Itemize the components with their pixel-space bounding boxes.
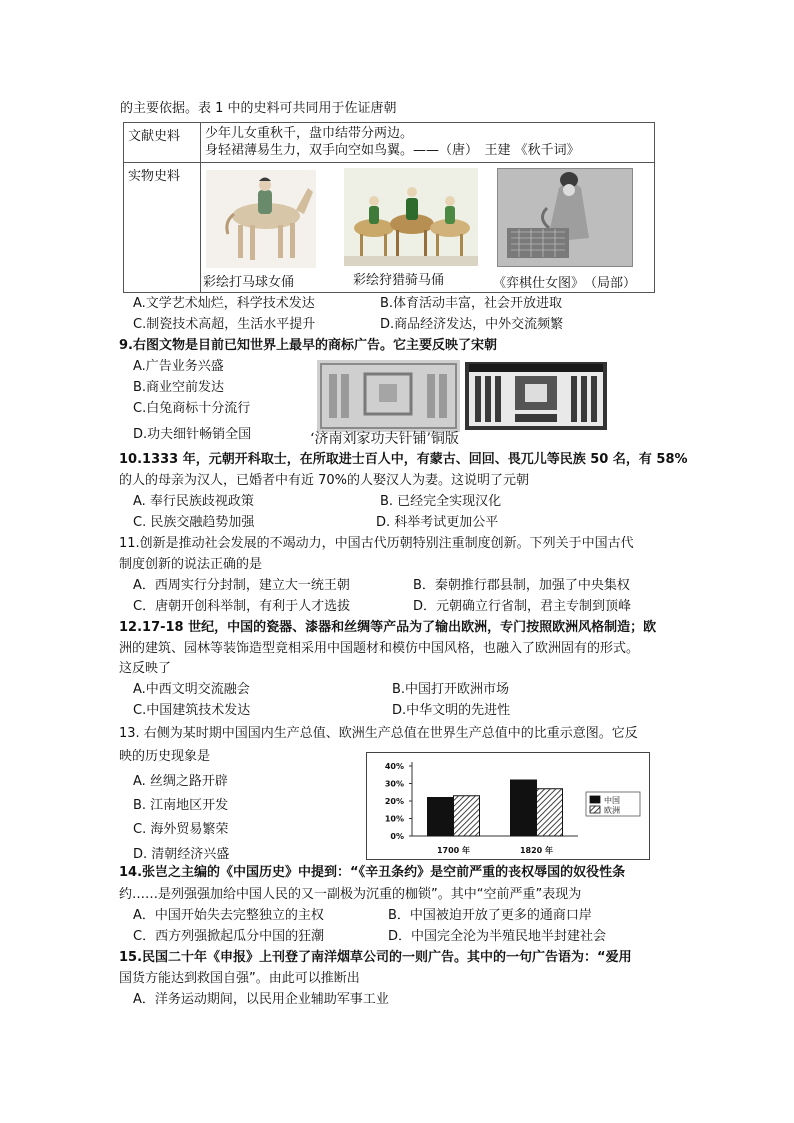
intro-text: 的主要依据。表 1 中的史料可共同用于佐证唐朝 bbox=[120, 101, 397, 116]
q15-stem-line-1: 15.民国二十年《申报》上刊登了南洋烟草公司的一则广告。其中的一句广告语为：“爱用 bbox=[119, 950, 632, 965]
legend-swatch bbox=[590, 806, 600, 813]
bar-china bbox=[428, 798, 454, 837]
bronze-plate-rubbing-image bbox=[317, 360, 460, 432]
polo-figurine-image bbox=[206, 170, 316, 268]
weiqi-painting-image bbox=[497, 168, 633, 267]
table-row-label: 文献史料 bbox=[124, 123, 201, 163]
q11-stem-line-2: 制度创新的说法正确的是 bbox=[119, 557, 263, 572]
q12-option-d: D.中华文明的先进性 bbox=[392, 703, 511, 718]
q10-option-d: D. 科举考试更加公平 bbox=[376, 515, 499, 530]
q9-option-a: A.广告业务兴盛 bbox=[133, 359, 224, 374]
q11-option-c: C．唐朝开创科举制，有利于人才选拔 bbox=[133, 599, 351, 614]
q10-stem-line-1: 10.1333 年，元朝开科取士，在所取进士百人中，有蒙古、回回、畏兀儿等民族 50 名，有 58% bbox=[119, 452, 688, 467]
q11-stem-line-1: 11.创新是推动社会发展的不竭动力，中国古代历朝特别注重制度创新。下列关于中国古代 bbox=[119, 536, 634, 551]
y-tick-label: 40% bbox=[384, 762, 404, 771]
figurine-caption-2: 彩绘狩猎骑马俑 bbox=[353, 273, 445, 288]
legend-label: 中国 bbox=[604, 796, 620, 805]
x-tick-label: 1700 年 bbox=[436, 846, 471, 855]
q12-option-a: A.中西文明交流融会 bbox=[133, 682, 250, 697]
q15-stem-line-2: 国货方能达到救国自强”。由此可以推断出 bbox=[119, 971, 360, 986]
literary-source-cell bbox=[201, 123, 655, 163]
q10-stem-line-2: 的人的母亲为汉人，已婚者中有近 70%的人娶汉人为妻。这说明了元朝 bbox=[119, 473, 530, 488]
painting-caption: 《弈棋仕女图》 （局部） bbox=[493, 276, 637, 291]
poem-line-1: 少年儿女重秋千，盘巾结带分两边。 bbox=[205, 126, 414, 141]
q11-option-d: D．元朝确立行省制，君主专制到顶峰 bbox=[413, 599, 632, 614]
q14-option-c: C．西方列强掀起瓜分中国的狂潮 bbox=[133, 929, 325, 944]
bar-europe bbox=[537, 789, 563, 836]
legend-label: 欧洲 bbox=[604, 806, 620, 815]
q8-option-b: B.体育活动丰富，社会开放进取 bbox=[380, 296, 563, 311]
q12-option-c: C.中国建筑技术发达 bbox=[133, 703, 251, 718]
q9-option-c: C.白兔商标十分流行 bbox=[133, 401, 251, 416]
q14-stem-line-2: 约……是列强强加给中国人民的又一副极为沉重的枷锁”。其中“空前严重”表现为 bbox=[119, 887, 582, 902]
x-tick-label: 1820 年 bbox=[519, 846, 554, 855]
bronze-plate-print-image bbox=[463, 360, 609, 432]
y-tick-label: 0% bbox=[390, 832, 404, 841]
q8-option-c: C.制瓷技术高超，生活水平提升 bbox=[133, 317, 316, 332]
y-tick-label: 10% bbox=[384, 814, 404, 824]
bar-europe bbox=[454, 796, 480, 836]
q14-stem-line-1: 14.张岂之主编的《中国历史》中提到：“《辛丑条约》是空前严重的丧权辱国的奴役性条 bbox=[119, 865, 626, 880]
q9-option-d: D.功夫细针畅销全国 bbox=[133, 427, 252, 442]
q13-option-a: A. 丝绸之路开辟 bbox=[133, 774, 228, 789]
legend-swatch bbox=[590, 796, 600, 803]
gdp-share-chart-svg bbox=[366, 752, 650, 860]
q12-option-b: B.中国打开欧洲市场 bbox=[392, 682, 510, 697]
figurine-caption-1: 彩绘打马球女俑 bbox=[203, 275, 295, 290]
q13-stem-line-1: 13. 右侧为某时期中国国内生产总值、欧洲生产总值在世界生产总值中的比重示意图。它反 bbox=[119, 726, 638, 741]
q12-stem-line-3: 这反映了 bbox=[119, 661, 172, 676]
q10-option-c: C. 民族交融趋势加强 bbox=[133, 515, 255, 530]
q9-stem: 9.右图文物是目前已知世界上最早的商标广告。它主要反映了宋朝 bbox=[119, 338, 497, 353]
y-tick-label: 20% bbox=[384, 797, 404, 806]
table-row-label: 实物史料 bbox=[124, 163, 201, 293]
q10-option-a: A. 奉行民族歧视政策 bbox=[133, 494, 254, 509]
q14-option-a: A．中国开始失去完整独立的主权 bbox=[133, 908, 324, 923]
hunting-riders-image bbox=[344, 168, 478, 266]
q10-option-b: B. 已经完全实现汉化 bbox=[380, 494, 502, 509]
gdp-share-chart bbox=[366, 752, 650, 860]
y-tick-label: 30% bbox=[384, 779, 404, 789]
q8-option-d: D.商品经济发达，中外交流频繁 bbox=[380, 317, 564, 332]
q15-option-a: A．洋务运动期间，以民用企业辅助军事工业 bbox=[133, 992, 389, 1007]
q9-option-b: B.商业空前发达 bbox=[133, 380, 225, 395]
q13-option-c: C. 海外贸易繁荣 bbox=[133, 822, 229, 837]
q14-option-b: B．中国被迫开放了更多的通商口岸 bbox=[388, 908, 592, 923]
q12-stem-line-1: 12.17-18 世纪，中国的瓷器、漆器和丝绸等产品为了输出欧洲，专门按照欧洲风格制造；欧 bbox=[119, 620, 657, 635]
q11-option-b: B．秦朝推行郡县制，加强了中央集权 bbox=[413, 578, 630, 593]
q14-option-d: D．中国完全沦为半殖民地半封建社会 bbox=[388, 929, 607, 944]
q13-option-b: B. 江南地区开发 bbox=[133, 798, 229, 813]
bar-china bbox=[511, 780, 537, 836]
bronze-plate-caption: ‘济南刘家功夫针铺’铜版 bbox=[310, 431, 459, 447]
q13-stem-line-2: 映的历史现象是 bbox=[119, 749, 211, 764]
q11-option-a: A．西周实行分封制，建立大一统王朝 bbox=[133, 578, 350, 593]
q8-option-a: A.文学艺术灿烂，科学技术发达 bbox=[133, 296, 315, 311]
poem-line-2: 身轻裙薄易生力，双手向空如鸟翼。——（唐） 王建 《秋千词》 bbox=[205, 143, 580, 158]
q12-stem-line-2: 洲的建筑、园林等装饰造型竟相采用中国题材和模仿中国风格，也融入了欧洲固有的形式。 bbox=[119, 641, 640, 656]
q13-option-d: D. 清朝经济兴盛 bbox=[133, 847, 230, 862]
